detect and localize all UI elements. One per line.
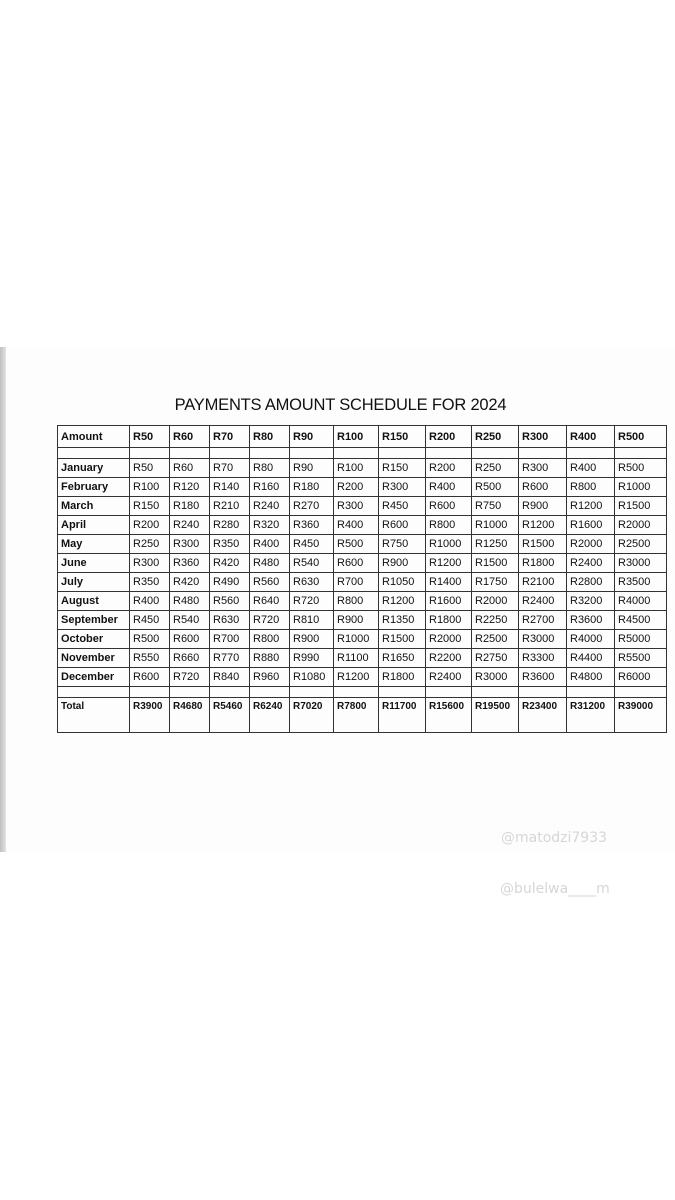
total-cell: R23400 (519, 698, 567, 733)
spacer-cell (379, 448, 426, 459)
amount-cell: R60 (170, 459, 210, 478)
amount-cell: R300 (519, 459, 567, 478)
amount-cell: R3300 (519, 649, 567, 668)
column-header: R150 (379, 426, 426, 448)
amount-cell: R640 (250, 592, 290, 611)
amount-cell: R400 (426, 478, 472, 497)
column-header: R70 (210, 426, 250, 448)
table-row (58, 630, 667, 649)
amount-cell: R1800 (519, 554, 567, 573)
schedule-document (6, 347, 675, 852)
amount-cell: R300 (379, 478, 426, 497)
header-label: Amount (58, 426, 130, 448)
amount-cell: R50 (130, 459, 170, 478)
amount-cell: R150 (379, 459, 426, 478)
amount-cell: R2500 (472, 630, 519, 649)
amount-cell: R3200 (567, 592, 615, 611)
amount-cell: R200 (130, 516, 170, 535)
column-header: R300 (519, 426, 567, 448)
amount-cell: R560 (210, 592, 250, 611)
amount-cell: R880 (250, 649, 290, 668)
amount-cell: R150 (130, 497, 170, 516)
table-row (58, 497, 667, 516)
amount-cell: R540 (290, 554, 334, 573)
amount-cell: R400 (334, 516, 379, 535)
table-row (58, 459, 667, 478)
amount-cell: R1200 (379, 592, 426, 611)
amount-cell: R100 (334, 459, 379, 478)
month-label: May (58, 535, 130, 554)
amount-cell: R1800 (379, 668, 426, 687)
total-row (58, 698, 667, 733)
amount-cell: R490 (210, 573, 250, 592)
amount-cell: R1650 (379, 649, 426, 668)
month-label: November (58, 649, 130, 668)
month-label: February (58, 478, 130, 497)
payment-schedule-table (57, 425, 667, 733)
month-label: September (58, 611, 130, 630)
amount-cell: R810 (290, 611, 334, 630)
spacer-row (58, 448, 667, 459)
total-cell: R11700 (379, 698, 426, 733)
amount-cell: R480 (170, 592, 210, 611)
month-label: January (58, 459, 130, 478)
column-header: R100 (334, 426, 379, 448)
column-header: R90 (290, 426, 334, 448)
spacer-cell (290, 448, 334, 459)
amount-cell: R1050 (379, 573, 426, 592)
amount-cell: R900 (290, 630, 334, 649)
amount-cell: R4000 (567, 630, 615, 649)
column-header: R200 (426, 426, 472, 448)
month-label: October (58, 630, 130, 649)
gap-cell (615, 687, 667, 698)
amount-cell: R210 (210, 497, 250, 516)
amount-cell: R2200 (426, 649, 472, 668)
total-cell: R3900 (130, 698, 170, 733)
total-cell: R15600 (426, 698, 472, 733)
amount-cell: R3600 (567, 611, 615, 630)
amount-cell: R1080 (290, 668, 334, 687)
amount-cell: R720 (290, 592, 334, 611)
column-header: R500 (615, 426, 667, 448)
amount-cell: R540 (170, 611, 210, 630)
table-row (58, 611, 667, 630)
spacer-cell (170, 448, 210, 459)
total-cell: R5460 (210, 698, 250, 733)
amount-cell: R3500 (615, 573, 667, 592)
amount-cell: R1500 (379, 630, 426, 649)
month-label: December (58, 668, 130, 687)
gap-cell (290, 687, 334, 698)
month-label: August (58, 592, 130, 611)
amount-cell: R720 (170, 668, 210, 687)
gap-cell (170, 687, 210, 698)
amount-cell: R500 (130, 630, 170, 649)
amount-cell: R90 (290, 459, 334, 478)
gap-cell (250, 687, 290, 698)
total-cell: R4680 (170, 698, 210, 733)
amount-cell: R1200 (567, 497, 615, 516)
amount-cell: R2400 (519, 592, 567, 611)
table-row (58, 592, 667, 611)
amount-cell: R550 (130, 649, 170, 668)
table-row (58, 554, 667, 573)
column-header: R60 (170, 426, 210, 448)
gap-cell (58, 687, 130, 698)
page-title: PAYMENTS AMOUNT SCHEDULE FOR 2024 (174, 396, 507, 414)
amount-cell: R1400 (426, 573, 472, 592)
table-body (58, 448, 667, 733)
total-cell: R7020 (290, 698, 334, 733)
gap-cell (472, 687, 519, 698)
amount-cell: R600 (170, 630, 210, 649)
amount-cell: R800 (567, 478, 615, 497)
gap-cell (334, 687, 379, 698)
amount-cell: R560 (250, 573, 290, 592)
amount-cell: R100 (130, 478, 170, 497)
column-header: R80 (250, 426, 290, 448)
table-row (58, 535, 667, 554)
amount-cell: R630 (210, 611, 250, 630)
amount-cell: R300 (170, 535, 210, 554)
amount-cell: R270 (290, 497, 334, 516)
amount-cell: R800 (250, 630, 290, 649)
amount-cell: R300 (130, 554, 170, 573)
amount-cell: R360 (290, 516, 334, 535)
amount-cell: R720 (250, 611, 290, 630)
amount-cell: R500 (334, 535, 379, 554)
spacer-cell (567, 448, 615, 459)
spacer-cell (334, 448, 379, 459)
table-row (58, 668, 667, 687)
amount-cell: R420 (170, 573, 210, 592)
spacer-cell (210, 448, 250, 459)
amount-cell: R480 (250, 554, 290, 573)
month-label: July (58, 573, 130, 592)
amount-cell: R1750 (472, 573, 519, 592)
amount-cell: R450 (379, 497, 426, 516)
amount-cell: R1200 (426, 554, 472, 573)
amount-cell: R450 (290, 535, 334, 554)
amount-cell: R420 (210, 554, 250, 573)
amount-cell: R990 (290, 649, 334, 668)
total-cell: R6240 (250, 698, 290, 733)
amount-cell: R750 (472, 497, 519, 516)
total-cell: R31200 (567, 698, 615, 733)
amount-cell: R500 (615, 459, 667, 478)
amount-cell: R3600 (519, 668, 567, 687)
amount-cell: R1500 (615, 497, 667, 516)
amount-cell: R320 (250, 516, 290, 535)
amount-cell: R360 (170, 554, 210, 573)
amount-cell: R2250 (472, 611, 519, 630)
amount-cell: R4500 (615, 611, 667, 630)
amount-cell: R140 (210, 478, 250, 497)
amount-cell: R4800 (567, 668, 615, 687)
amount-cell: R660 (170, 649, 210, 668)
amount-cell: R200 (426, 459, 472, 478)
amount-cell: R2750 (472, 649, 519, 668)
spacer-cell (58, 448, 130, 459)
amount-cell: R350 (130, 573, 170, 592)
column-header: R250 (472, 426, 519, 448)
amount-cell: R600 (130, 668, 170, 687)
amount-cell: R1000 (426, 535, 472, 554)
amount-cell: R1800 (426, 611, 472, 630)
amount-cell: R2000 (472, 592, 519, 611)
column-header: R400 (567, 426, 615, 448)
spacer-cell (130, 448, 170, 459)
amount-cell: R600 (426, 497, 472, 516)
amount-cell: R2500 (615, 535, 667, 554)
amount-cell: R960 (250, 668, 290, 687)
amount-cell: R240 (170, 516, 210, 535)
amount-cell: R5500 (615, 649, 667, 668)
amount-cell: R6000 (615, 668, 667, 687)
gap-cell (210, 687, 250, 698)
amount-cell: R250 (472, 459, 519, 478)
amount-cell: R300 (334, 497, 379, 516)
gap-row (58, 687, 667, 698)
gap-cell (426, 687, 472, 698)
gap-cell (519, 687, 567, 698)
amount-cell: R2000 (426, 630, 472, 649)
spacer-cell (615, 448, 667, 459)
amount-cell: R1100 (334, 649, 379, 668)
month-label: June (58, 554, 130, 573)
amount-cell: R70 (210, 459, 250, 478)
amount-cell: R5000 (615, 630, 667, 649)
amount-cell: R240 (250, 497, 290, 516)
amount-cell: R3000 (615, 554, 667, 573)
amount-cell: R700 (334, 573, 379, 592)
spacer-cell (250, 448, 290, 459)
amount-cell: R2100 (519, 573, 567, 592)
amount-cell: R1200 (334, 668, 379, 687)
amount-cell: R500 (472, 478, 519, 497)
spacer-cell (426, 448, 472, 459)
amount-cell: R1000 (472, 516, 519, 535)
total-cell: R19500 (472, 698, 519, 733)
total-cell: R7800 (334, 698, 379, 733)
total-cell: R39000 (615, 698, 667, 733)
amount-cell: R2400 (567, 554, 615, 573)
amount-cell: R600 (334, 554, 379, 573)
amount-cell: R840 (210, 668, 250, 687)
amount-cell: R2700 (519, 611, 567, 630)
amount-cell: R2000 (567, 535, 615, 554)
amount-cell: R2800 (567, 573, 615, 592)
amount-cell: R2000 (615, 516, 667, 535)
amount-cell: R1000 (615, 478, 667, 497)
amount-cell: R250 (130, 535, 170, 554)
amount-cell: R4400 (567, 649, 615, 668)
month-label: March (58, 497, 130, 516)
gap-cell (130, 687, 170, 698)
spacer-cell (519, 448, 567, 459)
gap-cell (379, 687, 426, 698)
table-row (58, 573, 667, 592)
amount-cell: R400 (567, 459, 615, 478)
amount-cell: R450 (130, 611, 170, 630)
watermark-text: @bulelwa____m (500, 881, 610, 897)
amount-cell: R900 (379, 554, 426, 573)
amount-cell: R800 (426, 516, 472, 535)
amount-cell: R2400 (426, 668, 472, 687)
amount-cell: R280 (210, 516, 250, 535)
amount-cell: R750 (379, 535, 426, 554)
amount-cell: R800 (334, 592, 379, 611)
amount-cell: R1350 (379, 611, 426, 630)
table-row (58, 516, 667, 535)
amount-cell: R1200 (519, 516, 567, 535)
amount-cell: R350 (210, 535, 250, 554)
amount-cell: R80 (250, 459, 290, 478)
table-row (58, 649, 667, 668)
amount-cell: R770 (210, 649, 250, 668)
amount-cell: R4000 (615, 592, 667, 611)
amount-cell: R400 (130, 592, 170, 611)
amount-cell: R900 (519, 497, 567, 516)
amount-cell: R700 (210, 630, 250, 649)
amount-cell: R180 (170, 497, 210, 516)
amount-cell: R400 (250, 535, 290, 554)
header-row (58, 426, 667, 448)
column-header: R50 (130, 426, 170, 448)
amount-cell: R1500 (519, 535, 567, 554)
amount-cell: R600 (519, 478, 567, 497)
amount-cell: R120 (170, 478, 210, 497)
amount-cell: R1250 (472, 535, 519, 554)
amount-cell: R3000 (519, 630, 567, 649)
amount-cell: R180 (290, 478, 334, 497)
amount-cell: R1000 (334, 630, 379, 649)
total-label: Total (58, 698, 130, 733)
gap-cell (567, 687, 615, 698)
amount-cell: R900 (334, 611, 379, 630)
amount-cell: R3000 (472, 668, 519, 687)
amount-cell: R1600 (426, 592, 472, 611)
amount-cell: R1600 (567, 516, 615, 535)
amount-cell: R160 (250, 478, 290, 497)
month-label: April (58, 516, 130, 535)
spacer-cell (472, 448, 519, 459)
amount-cell: R1500 (472, 554, 519, 573)
watermark-text: @matodzi7933 (501, 830, 608, 846)
amount-cell: R600 (379, 516, 426, 535)
amount-cell: R200 (334, 478, 379, 497)
amount-cell: R630 (290, 573, 334, 592)
table-row (58, 478, 667, 497)
